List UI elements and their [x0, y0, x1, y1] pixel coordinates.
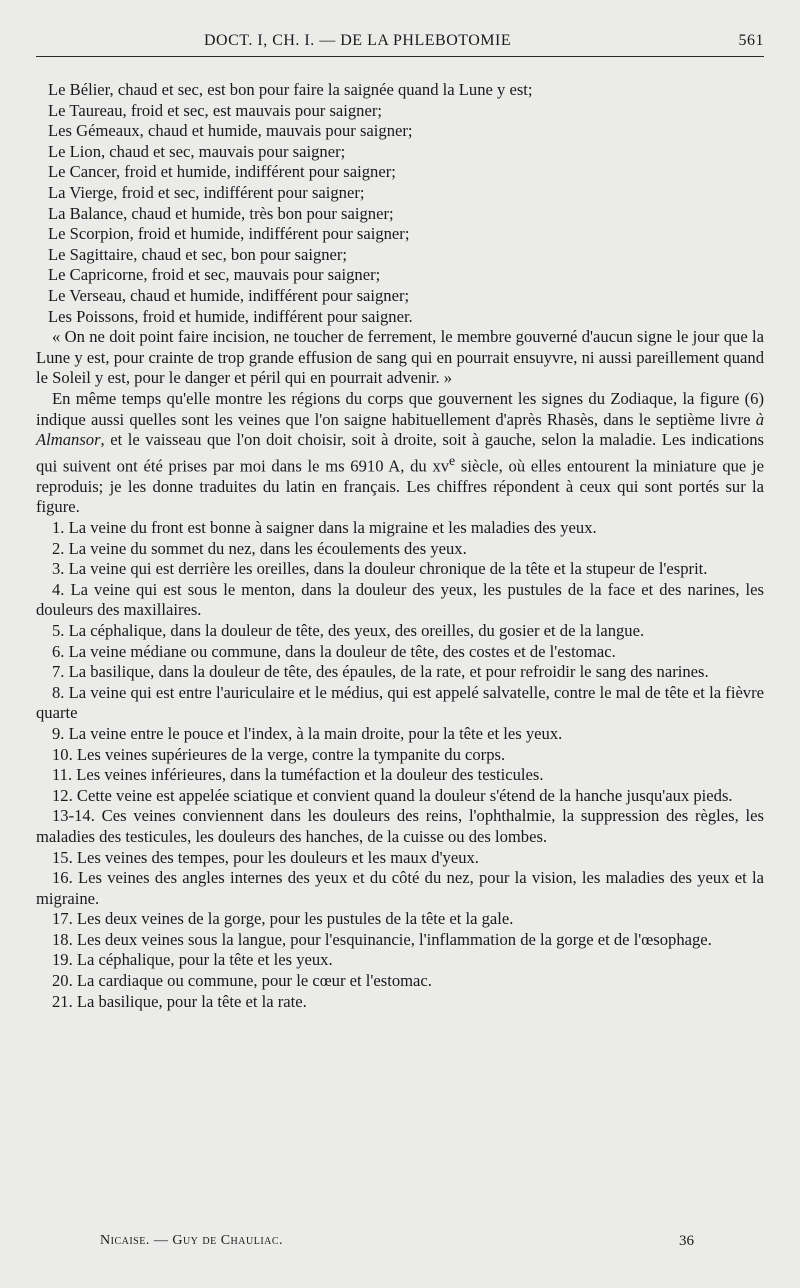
list-item: 9. La veine entre le pouce et l'index, à la main droite, pour la tête et les yeux. — [52, 723, 563, 743]
list-item: 20. La cardiaque ou commune, pour le cœur et l'estomac. — [52, 971, 432, 991]
vein-list — [36, 518, 764, 1012]
verse-line: Le Capricorne, froid et sec, mauvais pour saigner; — [48, 265, 381, 285]
list-item: 3. La veine qui est derrière les oreilles, dans la douleur chronique de la tête et la stupeur de l'esprit. — [52, 559, 708, 579]
list-item: 21. La basilique, pour la tête et la rate. — [52, 991, 307, 1011]
verse-line: La Vierge, froid et sec, indifférent pour saigner; — [48, 182, 365, 202]
list-item: 4. La veine qui est sous le menton, dans la douleur des yeux, les pustules de la face et des narines, les douleurs des maxillaires. — [36, 579, 764, 620]
list-item: 6. La veine médiane ou commune, dans la douleur de tête, des costes et de l'estomac. — [52, 641, 616, 661]
zodiac-verse — [36, 80, 764, 327]
verse-line: Les Gémeaux, chaud et humide, mauvais pour saigner; — [48, 121, 413, 141]
verse-line: Le Sagittaire, chaud et sec, bon pour saigner; — [48, 244, 348, 264]
verse-line: Le Verseau, chaud et humide, indifférent pour saigner; — [48, 285, 410, 305]
intro-text: , et le vaisseau que l'on doit choisir, soit à droite, soit à gauche, selon la maladie. Les indications qui suivent ont été prises par moi dans le ms 6910 A, du — [36, 430, 764, 476]
quote-paragraph: « On ne doit point faire incision, ne toucher de ferrement, le membre gouverné d'aucun signe le jour que la Lune y est, pour crainte de trop grande effusion de sang qui en pourrait ensuyvre, ni aussi pareillement quand le Soleil y est, pour le danger et péril qui en pourrait advenir. » — [36, 327, 764, 388]
verse-line: Le Bélier, chaud et sec, est bon pour faire la saignée quand la Lune y est; — [48, 80, 533, 99]
verse-line: Le Taureau, froid et sec, est mauvais pour saigner; — [48, 100, 382, 120]
verse-line: Le Scorpion, froid et humide, indifférent pour saigner; — [48, 224, 410, 244]
list-item: 2. La veine du sommet du nez, dans les écoulements des yeux. — [52, 538, 467, 558]
list-item: 5. La céphalique, dans la douleur de tête, des yeux, des oreilles, du gosier et de la langue. — [52, 620, 645, 640]
verse-line: Le Lion, chaud et sec, mauvais pour saigner; — [48, 141, 346, 161]
page-number: 561 — [738, 32, 764, 49]
list-item: 15. Les veines des tempes, pour les douleurs et les maux d'yeux. — [52, 847, 479, 867]
intro-text: siècle, où elles entourent la miniature que je reproduis; je les donne traduites du latin en français. Les chiffres répondent à ceux qui sont portés sur la figure. — [36, 456, 764, 517]
verse-line: Le Cancer, froid et humide, indifférent pour saigner; — [48, 162, 396, 182]
list-item: 18. Les deux veines sous la langue, pour l'esquinancie, l'inflammation de la gorge et de l'œsophage. — [52, 929, 712, 949]
signature-number: 36 — [679, 1233, 694, 1249]
running-head — [36, 30, 764, 57]
century-superscript: e — [449, 452, 456, 468]
intro-paragraph — [36, 389, 764, 518]
verse-line: Les Poissons, froid et humide, indifférent pour saigner. — [48, 306, 413, 326]
list-item: 17. Les deux veines de la gorge, pour les pustules de la tête et la gale. — [52, 909, 514, 929]
list-item: 7. La basilique, dans la douleur de tête, des épaules, de la rate, et pour refroidir le sang des narines. — [52, 662, 709, 682]
list-item: 16. Les veines des angles internes des yeux et du côté du nez, pour la vision, les maladies des yeux et la migraine. — [36, 868, 764, 908]
list-item: 10. Les veines supérieures de la verge, contre la tympanite du corps. — [52, 744, 506, 764]
list-item: 8. La veine qui est entre l'auriculaire et le médius, qui est appelé salvatelle, contre le mal de tête et la fièvre quarte — [36, 682, 764, 723]
list-item: 19. La céphalique, pour la tête et les yeux. — [52, 950, 333, 970]
body-text — [36, 80, 764, 1012]
intro-text: En même temps qu'elle montre les régions du corps que gouvernent les signes du Zodiaque, la figure (6) indique aussi quelles sont les veines que l'on saigne habituellement d'après Rhasès, dans le septième livre — [36, 388, 764, 429]
century: xv — [432, 456, 450, 476]
list-item: 13-14. Ces veines conviennent dans les douleurs des reins, l'ophthalmie, la suppression des règles, les maladies des testicules, les douleurs des hanches, de la cuisse ou des lombes. — [36, 806, 764, 846]
list-item: 12. Cette veine est appelée sciatique et convient quand la douleur s'étend de la hanche jusqu'aux pieds. — [52, 785, 733, 805]
book-title: à Almansor — [36, 409, 764, 450]
running-title: DOCT. I, CH. I. — DE LA PHLEBOTOMIE — [204, 32, 512, 49]
list-item: 11. Les veines inférieures, dans la tuméfaction et la douleur des testicules. — [52, 765, 544, 785]
printer-signature: Nicaise. — Guy de Chauliac. — [100, 1233, 284, 1248]
verse-line: La Balance, chaud et humide, très bon pour saigner; — [48, 203, 394, 223]
list-item: 1. La veine du front est bonne à saigner dans la migraine et les maladies des yeux. — [52, 518, 597, 537]
